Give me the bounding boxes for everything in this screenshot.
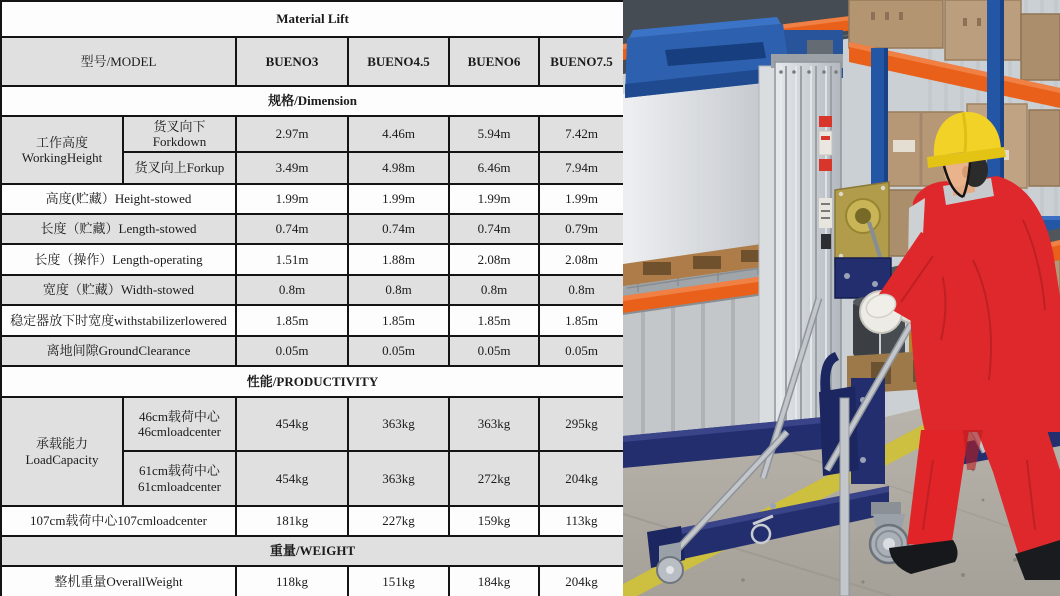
value-cell: 4.98m bbox=[348, 152, 449, 184]
value-cell: 0.79m bbox=[539, 214, 624, 244]
value-cell: 1.85m bbox=[449, 305, 539, 336]
model-bueno3: BUENO3 bbox=[236, 37, 348, 86]
page-title: Material Lift bbox=[1, 1, 624, 37]
load-46-label bbox=[123, 397, 236, 451]
value-cell: 3.49m bbox=[236, 152, 348, 184]
row-ground-clearance bbox=[1, 336, 624, 366]
load-61-zh: 61cm载荷中心 bbox=[139, 463, 220, 479]
value-cell: 7.94m bbox=[539, 152, 624, 184]
value-cell: 0.8m bbox=[348, 275, 449, 305]
row-forkdown bbox=[1, 116, 624, 152]
value-cell: 1.85m bbox=[348, 305, 449, 336]
value-cell: 2.08m bbox=[539, 244, 624, 275]
working-height-label bbox=[1, 116, 123, 184]
row-length-stowed bbox=[1, 214, 624, 244]
value-cell: 5.94m bbox=[449, 116, 539, 152]
value-cell: 0.05m bbox=[348, 336, 449, 366]
value-cell: 0.8m bbox=[539, 275, 624, 305]
model-bueno6: BUENO6 bbox=[449, 37, 539, 86]
row-title bbox=[1, 1, 624, 37]
value-cell: 2.08m bbox=[449, 244, 539, 275]
value-cell: 4.46m bbox=[348, 116, 449, 152]
value-cell: 181kg bbox=[236, 506, 348, 536]
value-cell: 118kg bbox=[236, 566, 348, 596]
forkdown-en: Forkdown bbox=[152, 134, 207, 149]
warehouse-photo bbox=[623, 0, 1060, 596]
value-cell: 0.05m bbox=[539, 336, 624, 366]
forkdown-zh: 货叉向下 bbox=[153, 118, 206, 134]
value-cell: 1.99m bbox=[236, 184, 348, 214]
working-height-zh: 工作高度 bbox=[35, 134, 88, 150]
row-section-weight bbox=[1, 536, 624, 566]
winch bbox=[835, 182, 893, 298]
height-stowed-label: 高度(贮藏）Height-stowed bbox=[1, 184, 236, 214]
value-cell: 227kg bbox=[348, 506, 449, 536]
value-cell: 1.88m bbox=[348, 244, 449, 275]
row-load-107 bbox=[1, 506, 624, 536]
length-stowed-label: 长度（贮藏）Length-stowed bbox=[1, 214, 236, 244]
value-cell: 113kg bbox=[539, 506, 624, 536]
value-cell: 454kg bbox=[236, 451, 348, 506]
value-cell: 272kg bbox=[449, 451, 539, 506]
row-section-dimension bbox=[1, 86, 624, 116]
load-61-en: 61cmloadcenter bbox=[137, 478, 221, 494]
section-dimension: 规格/Dimension bbox=[1, 86, 624, 116]
stabilizer-width-label: 稳定器放下时宽度withstabilizerlowered bbox=[1, 305, 236, 336]
overall-weight-label: 整机重量OverallWeight bbox=[1, 566, 236, 596]
section-productivity: 性能/PRODUCTIVITY bbox=[1, 366, 624, 397]
value-cell: 1.85m bbox=[539, 305, 624, 336]
length-operating-label: 长度（操作）Length-operating bbox=[1, 244, 236, 275]
width-stowed-label: 宽度（贮藏）Width-stowed bbox=[1, 275, 236, 305]
row-stabilizer-width bbox=[1, 305, 624, 336]
forkdown-label bbox=[123, 116, 236, 152]
section-weight: 重量/WEIGHT bbox=[1, 536, 624, 566]
value-cell: 363kg bbox=[348, 451, 449, 506]
row-section-productivity bbox=[1, 366, 624, 397]
value-cell: 454kg bbox=[236, 397, 348, 451]
row-width-stowed bbox=[1, 275, 624, 305]
value-cell: 0.74m bbox=[348, 214, 449, 244]
value-cell: 0.8m bbox=[449, 275, 539, 305]
working-height-en: WorkingHeight bbox=[21, 150, 103, 165]
row-height-stowed bbox=[1, 184, 624, 214]
value-cell: 2.97m bbox=[236, 116, 348, 152]
value-cell: 363kg bbox=[348, 397, 449, 451]
value-cell: 363kg bbox=[449, 397, 539, 451]
model-bueno4-5: BUENO4.5 bbox=[348, 37, 449, 86]
value-cell: 0.05m bbox=[236, 336, 348, 366]
value-cell: 204kg bbox=[539, 451, 624, 506]
value-cell: 159kg bbox=[449, 506, 539, 536]
value-cell: 1.85m bbox=[236, 305, 348, 336]
model-label: 型号/MODEL bbox=[1, 37, 236, 86]
value-cell: 1.51m bbox=[236, 244, 348, 275]
model-bueno7-5: BUENO7.5 bbox=[539, 37, 624, 86]
value-cell: 0.74m bbox=[236, 214, 348, 244]
value-cell: 0.74m bbox=[449, 214, 539, 244]
load-capacity-en: LoadCapacity bbox=[25, 451, 99, 467]
load-capacity-label bbox=[1, 397, 123, 506]
value-cell: 1.99m bbox=[348, 184, 449, 214]
row-model bbox=[1, 37, 624, 86]
value-cell: 6.46m bbox=[449, 152, 539, 184]
value-cell: 204kg bbox=[539, 566, 624, 596]
value-cell: 295kg bbox=[539, 397, 624, 451]
value-cell: 0.05m bbox=[449, 336, 539, 366]
silver-crate bbox=[623, 76, 775, 264]
warehouse-photo-panel bbox=[623, 0, 1060, 596]
load-capacity-zh: 承载能力 bbox=[35, 436, 88, 452]
row-length-operating bbox=[1, 244, 624, 275]
value-cell: 151kg bbox=[348, 566, 449, 596]
forkup-label: 货叉向上Forkup bbox=[123, 152, 236, 184]
row-load-46 bbox=[1, 397, 624, 451]
row-overall-weight bbox=[1, 566, 624, 596]
load-46-zh: 46cm载荷中心 bbox=[139, 408, 220, 424]
value-cell: 1.99m bbox=[449, 184, 539, 214]
ground-clearance-label: 离地间隙GroundClearance bbox=[1, 336, 236, 366]
caster-wheel-left bbox=[657, 542, 683, 583]
value-cell: 7.42m bbox=[539, 116, 624, 152]
value-cell: 184kg bbox=[449, 566, 539, 596]
load-61-label bbox=[123, 451, 236, 506]
worker-jacket bbox=[909, 176, 1060, 432]
value-cell: 1.99m bbox=[539, 184, 624, 214]
load-46-en: 46cmloadcenter bbox=[137, 424, 221, 439]
value-cell: 0.8m bbox=[236, 275, 348, 305]
load-107-label: 107cm载荷中心107cmloadcenter bbox=[1, 506, 236, 536]
